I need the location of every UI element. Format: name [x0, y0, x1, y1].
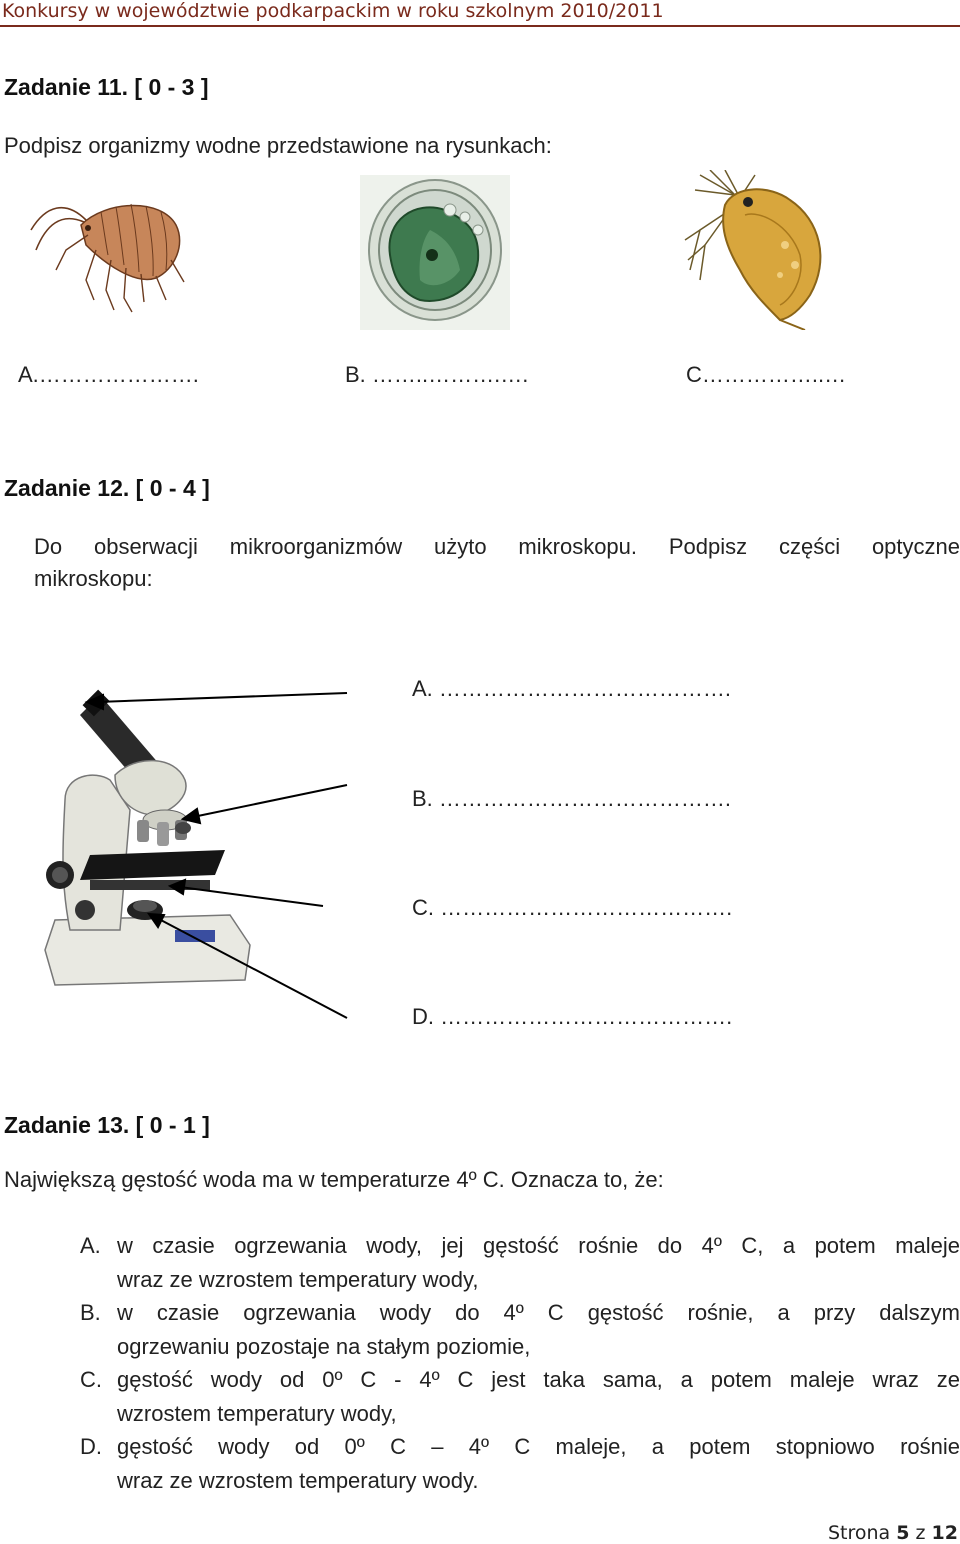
task13-title: Zadanie 13. [ 0 - 1 ] [4, 1112, 210, 1138]
task11-blank-c[interactable]: C……………..… [686, 362, 847, 387]
task12-instruction-line1: Do obserwacji mikroorganizmów użyto mikroskopu. Podpisz części optyczne [34, 534, 960, 559]
task12-title: Zadanie 12. [ 0 - 4 ] [4, 475, 210, 501]
page-number [828, 1522, 958, 1544]
microscope-image [25, 680, 370, 1020]
option-a-letter[interactable]: A. [80, 1233, 101, 1258]
option-b-text[interactable] [117, 1296, 960, 1364]
option-b-line2: ogrzewaniu pozostaje na stałym poziomie, [117, 1334, 531, 1359]
page-number-current: 5 [896, 1522, 910, 1544]
task11-blank-b[interactable]: B. ……..……….…. [345, 362, 529, 387]
task12-blank-d[interactable]: D. …………………………………. [412, 1004, 733, 1029]
option-c-letter[interactable]: C. [80, 1367, 102, 1392]
task12-blank-c[interactable]: C. …………………………………. [412, 895, 733, 920]
header-title: Konkursy w województwie podkarpackim w roku szkolnym 2010/2011 [2, 0, 664, 22]
task11-blank-a[interactable]: A.…………………. [18, 362, 199, 387]
page-number-total: 12 [931, 1522, 958, 1544]
task12-blank-a[interactable]: A. …………………………………. [412, 676, 732, 701]
option-b-letter[interactable]: B. [80, 1300, 101, 1325]
page-number-separator: z [909, 1522, 932, 1544]
task11-instruction: Podpisz organizmy wodne przedstawione na rysunkach: [4, 133, 552, 158]
task12-instruction-line2: mikroskopu: [34, 566, 153, 591]
option-a-line2: wraz ze wzrostem temperatury wody, [117, 1267, 479, 1292]
option-a-text[interactable] [117, 1229, 960, 1297]
task11-title: Zadanie 11. [ 0 - 3 ] [4, 74, 209, 100]
task13-question: Największą gęstość woda ma w temperaturze 4º C. Oznacza to, że: [4, 1167, 664, 1192]
green-cell-image [360, 175, 510, 330]
option-d-line1: gęstość wody od 0º C – 4º C maleje, a potem stopniowo rośnie [117, 1434, 960, 1459]
option-c-line2: wzrostem temperatury wody, [117, 1401, 397, 1426]
option-d-letter[interactable]: D. [80, 1434, 102, 1459]
option-d-line2: wraz ze wzrostem temperatury wody. [117, 1468, 479, 1493]
amphipod-image [26, 190, 186, 315]
option-d-text[interactable] [117, 1430, 960, 1498]
header-divider [0, 25, 960, 27]
option-a-line1: w czasie ogrzewania wody, jej gęstość rośnie do 4º C, a potem maleje [117, 1233, 960, 1258]
option-c-line1: gęstość wody od 0º C - 4º C jest taka sama, a potem maleje wraz ze [117, 1367, 960, 1392]
option-c-text[interactable] [117, 1363, 960, 1431]
page-number-prefix: Strona [827, 1522, 897, 1544]
option-b-line1: w czasie ogrzewania wody do 4º C gęstość rośnie, a przy dalszym [117, 1300, 960, 1325]
daphnia-image [680, 170, 840, 330]
task12-blank-b[interactable]: B. …………………………………. [412, 786, 732, 811]
